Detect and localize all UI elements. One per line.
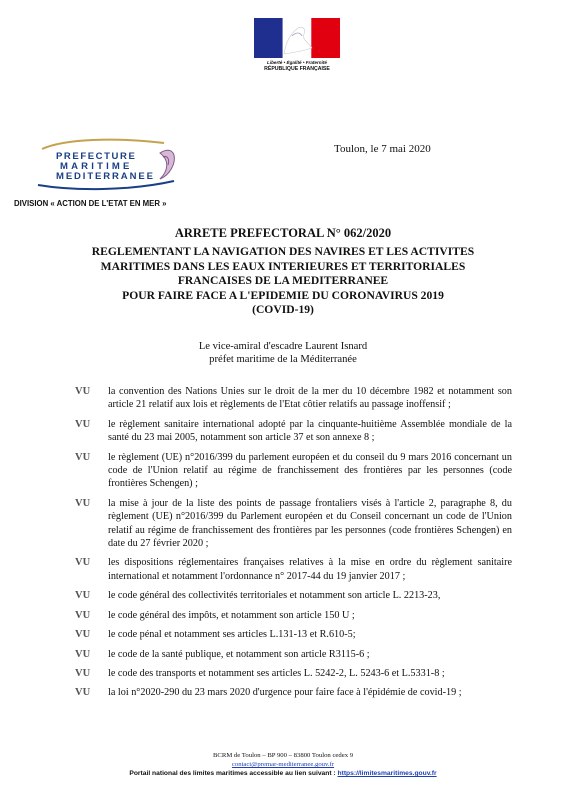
consideration-item [75,418,512,445]
consideration-text: les dispositions réglementaires françaises relatives à la mise en ordre du règlement sanitaire international et notamment l'ordonnance n° 2017-44 du 19 janvier 2017 ; [108,557,512,582]
signatory-block [0,340,566,366]
consideration-text: la loi n°2020-290 du 23 mars 2020 d'urgence pour faire face à l'épidémie de covid-19 ; [108,687,462,699]
footer-portal-label: Portail national des limites maritimes accessible au lien suivant : [129,770,336,778]
arrete-number: ARRETE PREFECTORAL N° 062/2020 [174,226,392,240]
consideration-item [75,686,512,699]
consideration-text: le code général des collectivités territoriales et notamment son article L. 2213-23, [108,590,441,602]
arrete-title-line: POUR FAIRE FACE A L'EPIDEMIE DU CORONAVIRUS 2019 [122,288,444,302]
consideration-item [75,451,512,491]
consideration-item [75,628,512,641]
considerations-list [75,385,512,700]
page-footer [0,751,566,779]
republique-francaise-logo [254,18,340,72]
vu-label: VU [75,629,91,641]
arrete-title-line: FRANCAISES DE LA MEDITERRANEE [177,274,389,288]
prefecture-logo-line3: MEDITERRANEE [56,171,155,182]
consideration-text: la mise à jour de la liste des points de passage frontaliers visés à l'article 2, paragraphe 8, du règlement (UE) n°2016/399 du Parlement européen et du Conseil concernant un code de l'Union relatif au régime de franchissement des frontières par les personnes (code frontières Schengen) en date du 27 février 2020 ; [108,497,512,550]
vu-label: VU [75,497,91,509]
footer-portal-link[interactable]: https://limitesmaritimes.gouv.fr [337,770,437,778]
consideration-text: le règlement sanitaire international adopté par la cinquante-huitième Assemblée mondiale de la santé du 23 mai 2005, notamment son article 37 et son annexe 8 ; [108,418,512,444]
consideration-text: le code général des impôts, et notamment son article 150 U ; [108,609,355,621]
vu-label: VU [75,418,91,430]
prefecture-maritime-logo [34,135,194,193]
consideration-item [75,589,512,602]
consideration-item [75,385,512,412]
vu-label: VU [75,451,91,463]
consideration-text: le code des transports et notamment ses articles L. 5242-2, L. 5243-6 et L.5331-8 ; [108,667,445,679]
marianne-flag-icon [254,18,340,58]
consideration-text: le code pénal et notamment ses articles L.131-13 et R.610-5; [108,629,356,641]
consideration-item [75,556,512,583]
consideration-item [75,667,512,680]
republic-motto: Liberté • Égalité • Fraternité [267,60,327,65]
republic-name: RÉPUBLIQUE FRANÇAISE [264,66,330,72]
consideration-text: le code de la santé publique, et notamment son article R3115-6 ; [108,648,370,660]
signatory-title: préfet maritime de la Méditerranée [209,354,357,365]
arrete-title-line: MARITIMES DANS LES EAUX INTERIEURES ET TERRITORIALES [100,259,466,273]
arrete-title-line: REGLEMENTANT LA NAVIGATION DES NAVIRES ET LES ACTIVITES [91,245,475,258]
vu-label: VU [75,386,91,397]
consideration-item [75,648,512,661]
place-date: Toulon, le 7 mai 2020 [334,143,431,155]
division-label: DIVISION « ACTION DE L'ETAT EN MER » [14,199,167,208]
signatory-name: Le vice-amiral d'escadre Laurent Isnard [198,341,368,352]
footer-address: BCRM de Toulon – BP 900 – 83800 Toulon cedex 9 [212,752,354,759]
prefecture-logo-line2: MARITIME [60,161,133,172]
consideration-text: la convention des Nations Unies sur le droit de la mer du 10 décembre 1982 et notamment son article 21 relatif aux lois et règlements de l'Etat côtier relatifs au passage inoffensif ; [108,386,512,411]
vu-label: VU [75,590,91,602]
vu-label: VU [75,609,91,621]
arrete-title-line: (COVID-19) [252,303,314,317]
vu-label: VU [75,648,91,660]
consideration-item [75,497,512,551]
prefecture-logo-line1: PREFECTURE [56,151,137,162]
consideration-text: le règlement (UE) n°2016/399 du parlement européen et du conseil du 9 mars 2016 concernant un code de l'Union relatif au régime de franchissement des frontières par les personnes (code frontières Schengen) ; [108,451,512,490]
footer-portal [0,769,566,778]
vu-label: VU [75,687,91,699]
footer-contact-link[interactable]: contact@premar-mediterranee.gouv.fr [231,761,335,769]
arrete-title [60,245,506,318]
vu-label: VU [75,667,91,679]
vu-label: VU [75,557,91,569]
consideration-item [75,609,512,622]
